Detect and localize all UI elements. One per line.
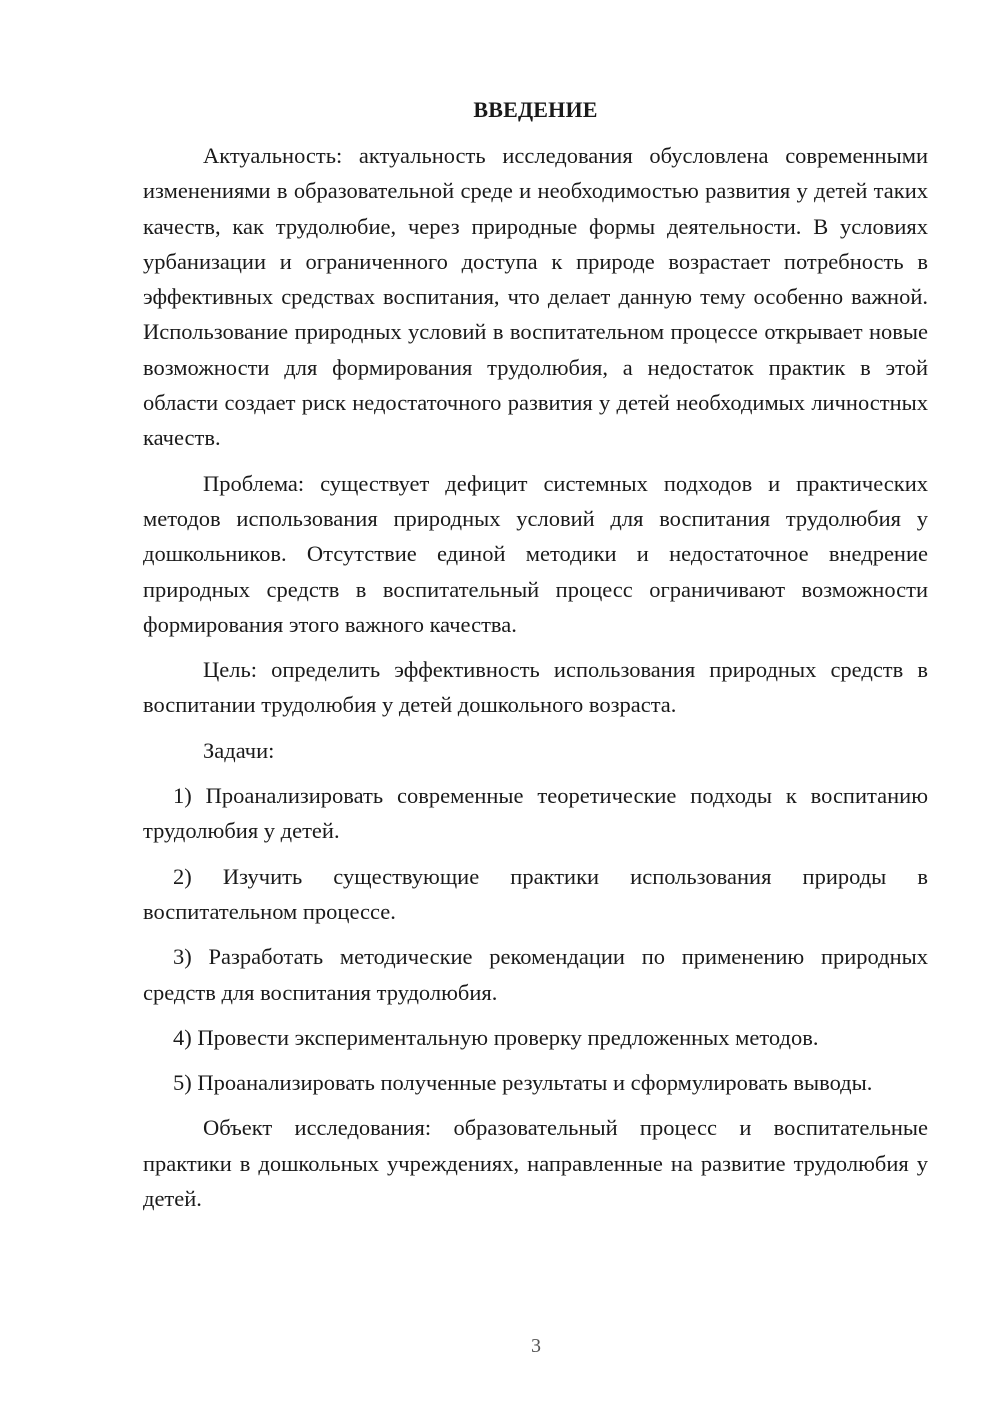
tasks-label: Задачи: [203, 737, 275, 763]
page-number: 3 [531, 1335, 541, 1357]
goal-paragraph: Цель: определить эффективность использования природных средств в воспитании трудолюбия у детей дошкольного возраста. [143, 657, 928, 718]
problem-paragraph: Проблема: существует дефицит системных подходов и практических методов использования природных условий для воспитания трудолюбия у дошкольников. Отсутствие единой методики и недостаточное внедрение природных средств в воспитательный процесс ограничивают возможности формирования этого важного качества. [143, 470, 928, 637]
object-paragraph: Объект исследования: образовательный процесс и воспитательные практики в дошкольных учреждениях, направленные на развитие трудолюбия у детей. [143, 1115, 928, 1212]
task-item: 3) Разработать методические рекомендации по применению природных средств для воспитания трудолюбия. [143, 944, 928, 1005]
task-item: 2) Изучить существующие практики использования природы в воспитательном процессе. [143, 863, 928, 924]
task-item: 4) Провести экспериментальную проверку предложенных методов. [173, 1024, 819, 1050]
page-heading: ВВЕДЕНИЕ [473, 97, 598, 122]
relevance-paragraph: Актуальность: актуальность исследования обусловлена современными изменениями в образовательной среде и необходимостью развития у детей таких качеств, как трудолюбие, через природные формы деятельности. В условиях урбанизации и ограниченного доступа к природе возрастает потребность в эффективных средствах воспитания, что делает данную тему особенно важной. Использование природных условий в воспитательном процессе открывает новые возможности для формирования трудолюбия, а недостаток практик в этой области создает риск недостаточного развития у детей необходимых личностных качеств. [143, 143, 928, 451]
task-item: 1) Проанализировать современные теоретические подходы к воспитанию трудолюбия у детей. [143, 783, 928, 844]
page-content [143, 94, 928, 1226]
task-item: 5) Проанализировать полученные результаты и сформулировать выводы. [173, 1070, 873, 1096]
